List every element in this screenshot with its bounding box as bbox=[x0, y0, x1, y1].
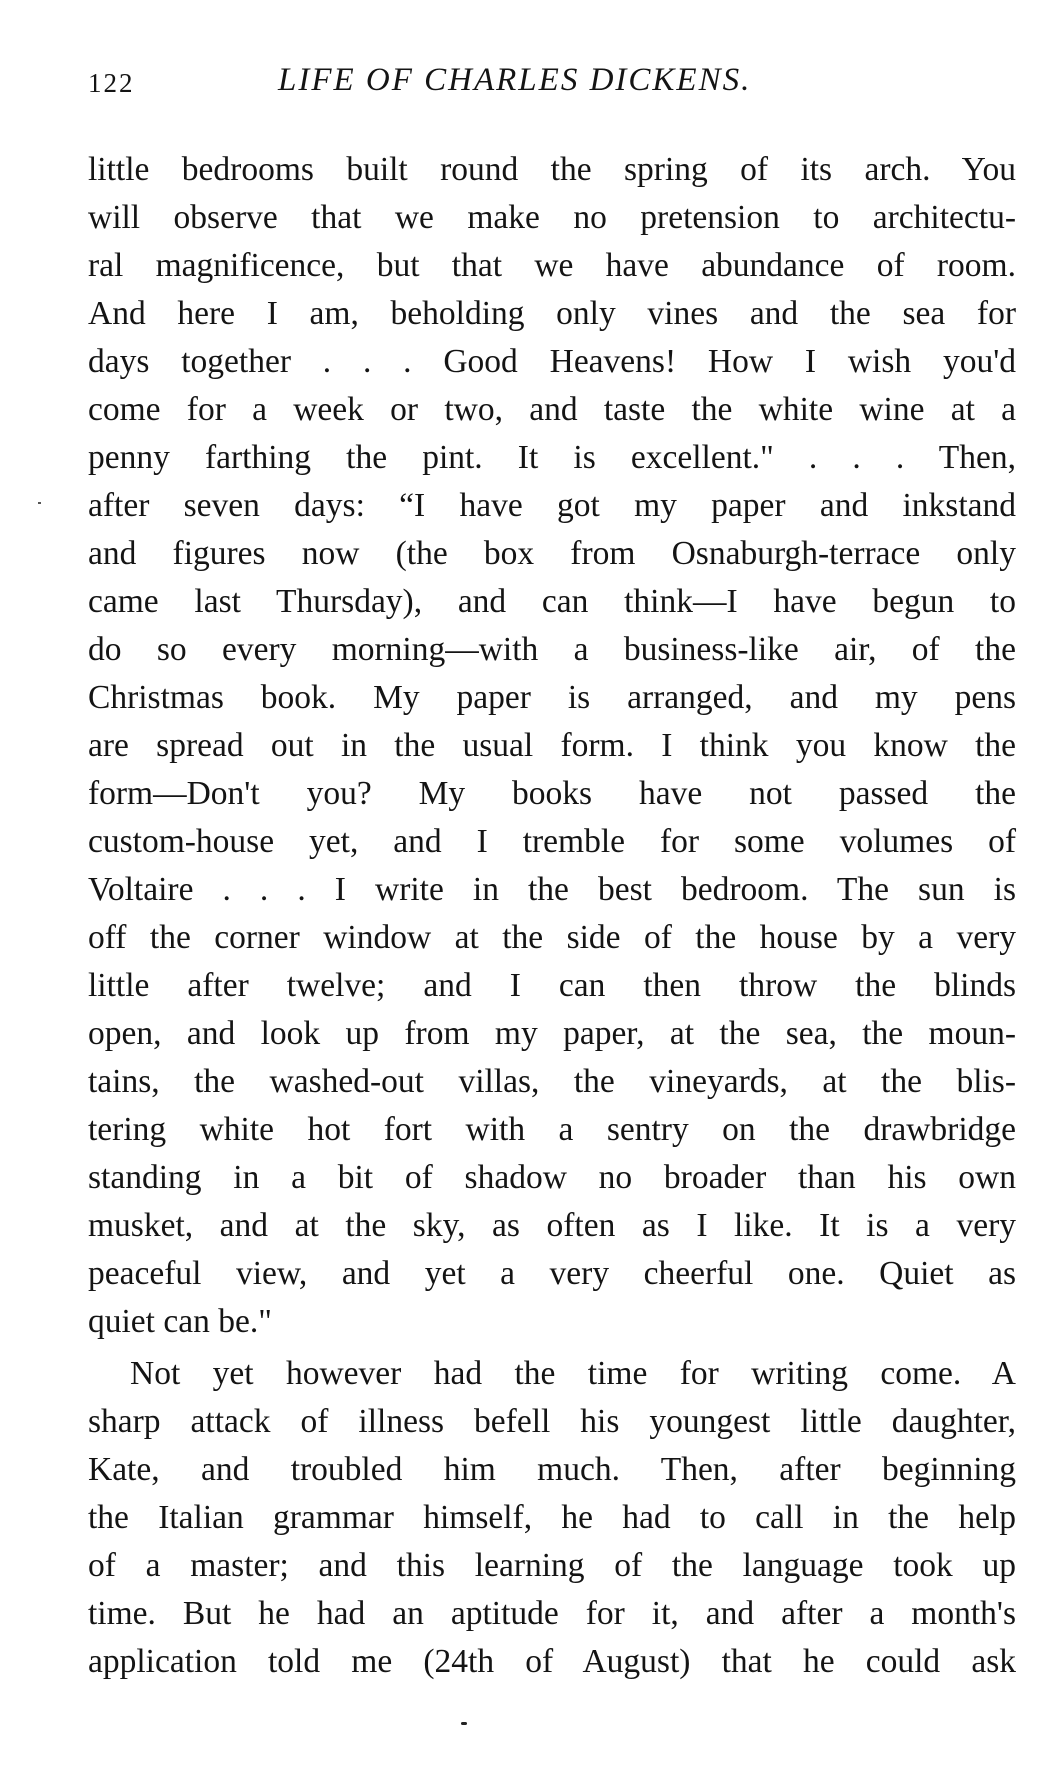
print-speck bbox=[461, 1722, 467, 1725]
running-title: LIFE OF CHARLES DICKENS. bbox=[278, 62, 752, 98]
text-line: Voltaire . . . I write in the best bedroom. The sun is bbox=[88, 871, 1016, 908]
text-line: came last Thursday), and can think—I have begun to bbox=[88, 583, 1016, 620]
text-line: custom-house yet, and I tremble for some volumes of bbox=[88, 823, 1016, 860]
paragraph-narrative bbox=[88, 1350, 1016, 1686]
margin-speck bbox=[38, 502, 41, 504]
text-line: days together . . . Good Heavens! How I wish you'd bbox=[88, 343, 1016, 380]
text-line: form—Don't you? My books have not passed the bbox=[88, 775, 1016, 812]
text-line: sharp attack of illness befell his youngest little daughter, bbox=[88, 1403, 1016, 1440]
text-line: the Italian grammar himself, he had to call in the help bbox=[88, 1499, 1016, 1536]
text-line: off the corner window at the side of the house by a very bbox=[88, 919, 1016, 956]
text-line: standing in a bit of shadow no broader than his own bbox=[88, 1159, 1016, 1196]
body-text bbox=[88, 146, 1016, 1686]
text-line: little after twelve; and I can then throw the blinds bbox=[88, 967, 1016, 1004]
page-number: 122 bbox=[88, 68, 135, 98]
text-line: will observe that we make no pretension to architectu- bbox=[88, 199, 1016, 236]
text-line: And here I am, beholding only vines and the sea for bbox=[88, 295, 1016, 332]
text-line: after seven days: “I have got my paper and inkstand bbox=[88, 487, 1016, 524]
text-line: Christmas book. My paper is arranged, and my pens bbox=[88, 679, 1016, 716]
text-line: quiet can be." bbox=[88, 1303, 272, 1340]
text-line: ral magnificence, but that we have abundance of room. bbox=[88, 247, 1016, 284]
text-line: application told me (24th of August) that he could ask bbox=[88, 1643, 1016, 1680]
text-line: little bedrooms built round the spring of its arch. You bbox=[88, 151, 1016, 188]
text-line: do so every morning—with a business-like air, of the bbox=[88, 631, 1016, 668]
text-line: open, and look up from my paper, at the sea, the moun- bbox=[88, 1015, 1016, 1052]
text-line: are spread out in the usual form. I think you know the bbox=[88, 727, 1016, 764]
text-line: Kate, and troubled him much. Then, after beginning bbox=[88, 1451, 1016, 1488]
text-line: and figures now (the box from Osnaburgh-terrace only bbox=[88, 535, 1016, 572]
text-line: tains, the washed-out villas, the vineyards, at the blis- bbox=[88, 1063, 1016, 1100]
paragraph-letter-quote bbox=[88, 146, 1016, 1346]
text-line: Not yet however had the time for writing come. A bbox=[130, 1355, 1016, 1392]
text-line: time. But he had an aptitude for it, and after a month's bbox=[88, 1595, 1016, 1632]
text-line: tering white hot fort with a sentry on the drawbridge bbox=[88, 1111, 1016, 1148]
text-line: penny farthing the pint. It is excellent." . . . Then, bbox=[88, 439, 1016, 476]
text-line: musket, and at the sky, as often as I like. It is a very bbox=[88, 1207, 1016, 1244]
running-head bbox=[88, 62, 1018, 112]
text-line: of a master; and this learning of the language took up bbox=[88, 1547, 1016, 1584]
text-line: peaceful view, and yet a very cheerful one. Quiet as bbox=[88, 1255, 1016, 1292]
text-line: come for a week or two, and taste the white wine at a bbox=[88, 391, 1016, 428]
